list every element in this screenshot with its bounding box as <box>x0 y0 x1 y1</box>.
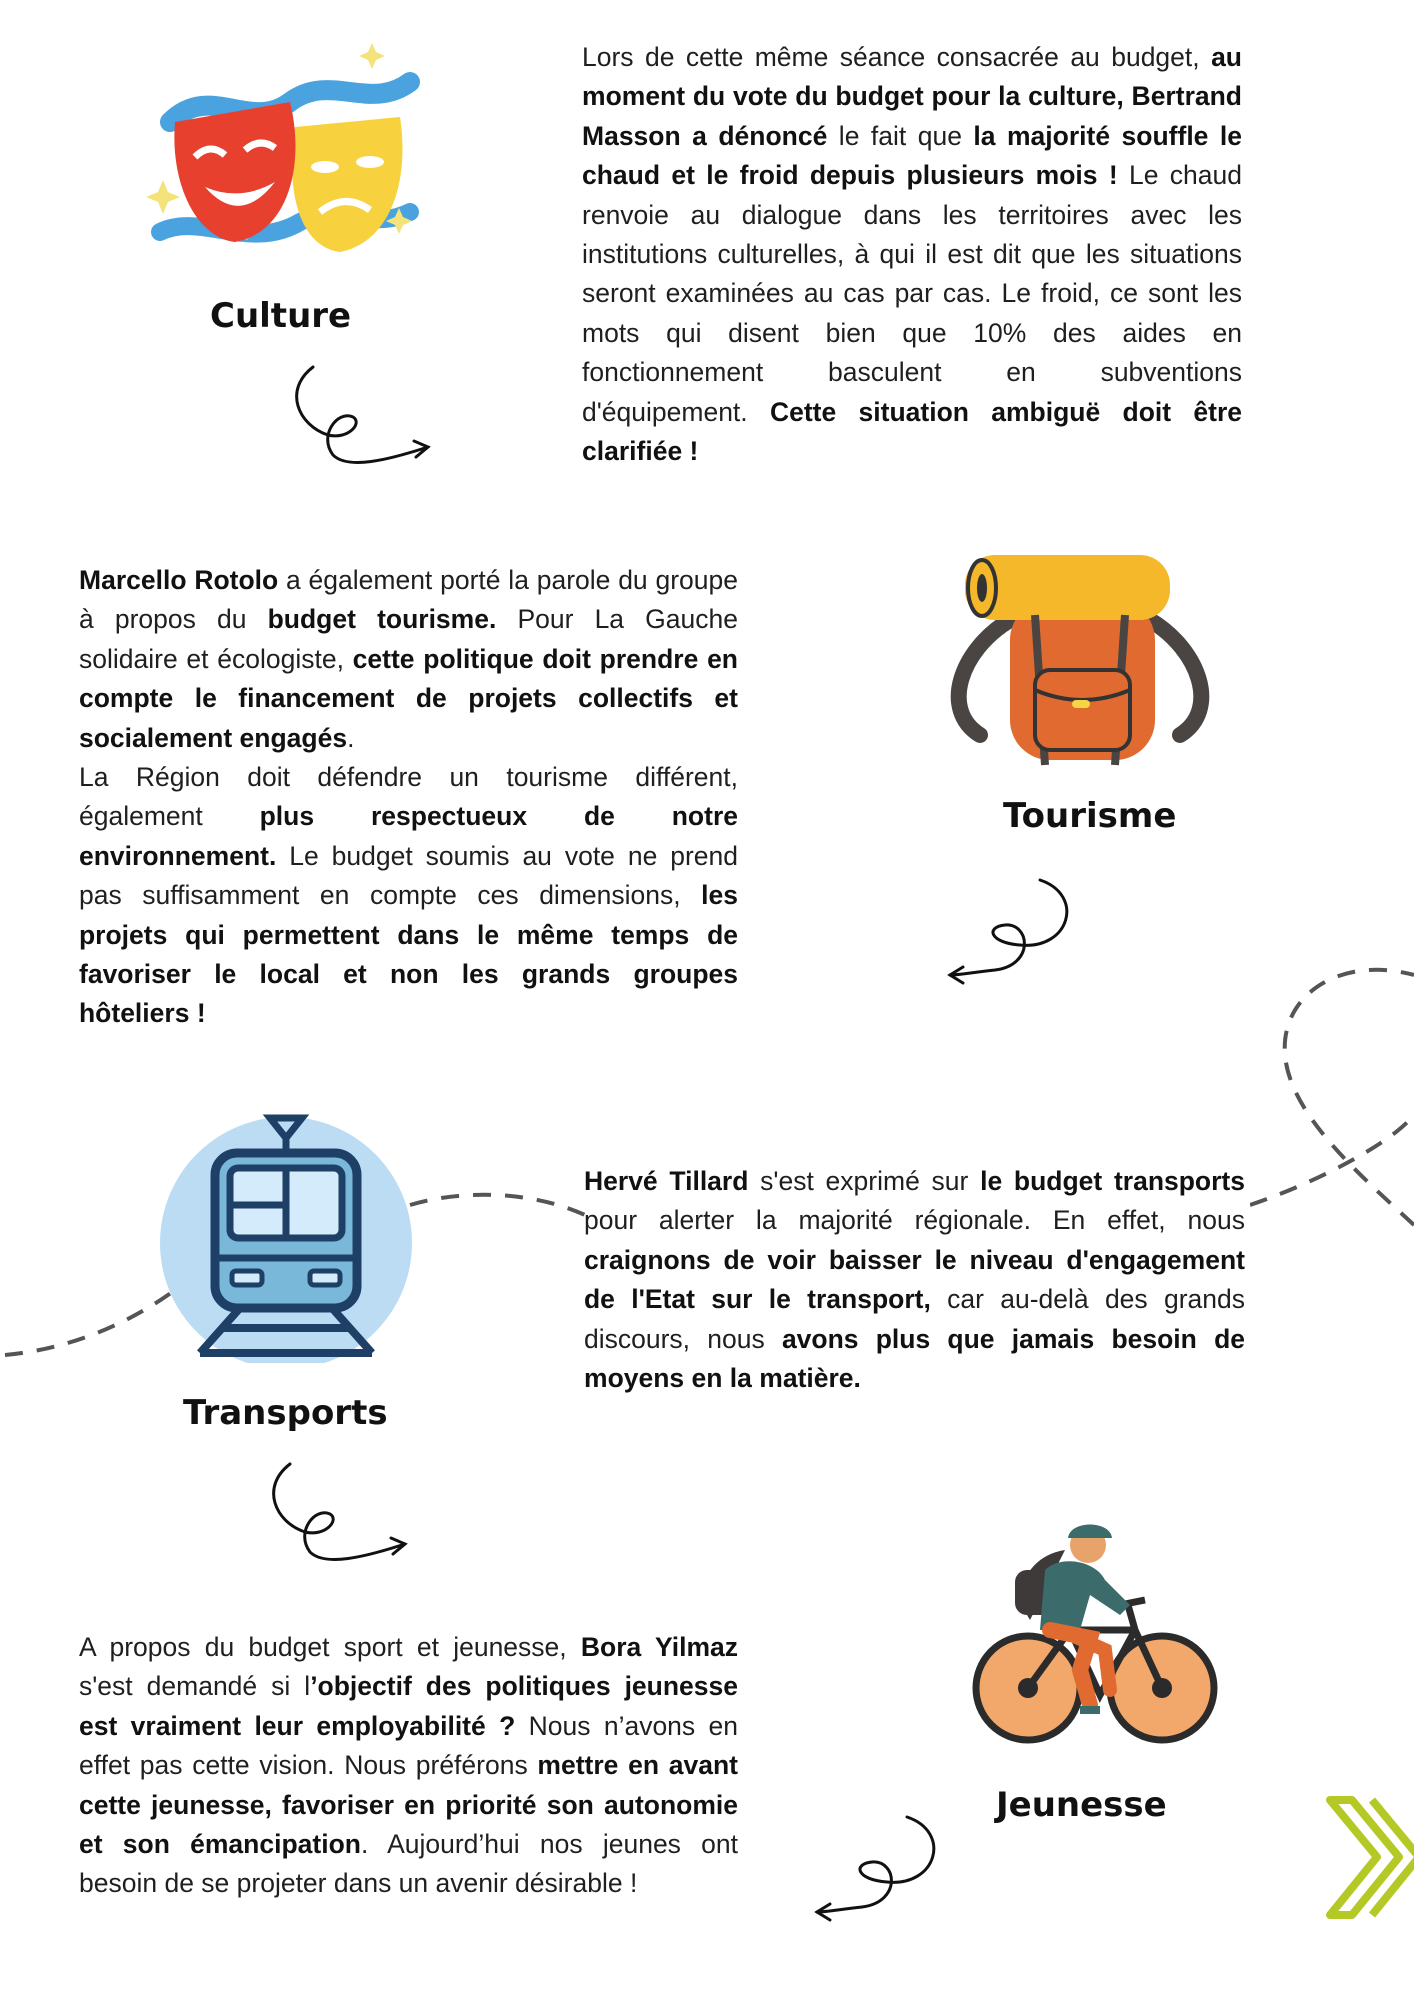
text-segment: Cette situation ambiguë doit être clarifiée ! <box>582 396 1243 467</box>
text-segment: les projets qui permettent dans le même temps de favoriser le local et non les grands groupes hôteliers ! <box>79 880 738 1029</box>
text-segment: plus respectueux de notre environnement. <box>79 801 738 871</box>
text-segment: Le chaud renvoie au dialogue dans les territoires avec les institutions culturelles, à qui il est dit que les situations seront examinées au cas par cas. Le froid, ce sont les mots qui disent bien que 10% des aides en fonctionnement basculent en subventions d'équipement. <box>582 160 1242 427</box>
train-icon <box>160 1113 412 1363</box>
text-segment: ’objectif des politiques jeunesse est vraiment leur employabilité ? <box>79 1671 738 1741</box>
text-segment: s'est exprimé sur <box>748 1166 981 1196</box>
backpack-icon <box>940 550 1220 770</box>
theater-masks-icon <box>140 42 440 277</box>
text-segment: le budget transports <box>980 1166 1245 1196</box>
text-segment: Pour La Gauche solidaire et écologiste, <box>79 604 738 674</box>
jeunesse-paragraph <box>79 1628 738 1904</box>
swirl-arrow-icon <box>288 365 438 475</box>
chevron-right-icon <box>1322 1795 1414 1920</box>
text-segment: La Région doit défendre un tourisme différent, également <box>79 762 738 832</box>
text-segment: budget tourisme. <box>267 604 497 635</box>
text-segment: Le budget soumis au vote ne prend pas suffisamment en compte ces dimensions, <box>79 840 738 911</box>
text-segment: le fait que <box>827 120 974 151</box>
swirl-arrow-icon-3 <box>265 1462 415 1572</box>
jeunesse-label: Jeunesse <box>996 1785 1167 1825</box>
culture-label: Culture <box>210 296 352 336</box>
text-segment: au moment du vote du budget pour la culture, Bertrand Masson a dénoncé <box>582 42 1242 151</box>
text-segment: car au-delà des grands discours, nous <box>584 1284 1245 1354</box>
text-segment: . <box>347 722 355 753</box>
text-segment: mettre en avant cette jeunesse, favoriser en priorité son autonomie et son émancipation <box>79 1750 738 1860</box>
text-segment: Marcello Rotolo <box>79 565 279 595</box>
text-segment: la majorité souffle le chaud et le froid depuis plusieurs mois ! <box>582 120 1243 191</box>
transports-label: Transports <box>183 1393 388 1433</box>
dashed-path-right <box>1250 955 1414 1245</box>
text-segment: cette politique doit prendre en compte le financement de projets collectifs et socialement engagés <box>79 643 738 753</box>
swirl-arrow-icon-2 <box>945 875 1080 1000</box>
text-segment: a également porté la parole du groupe à propos du <box>79 565 738 635</box>
text-segment: craignons de voir baisser le niveau d'engagement de l'Etat sur le transport, <box>584 1244 1245 1315</box>
text-segment: Hervé Tillard <box>584 1166 749 1196</box>
culture-paragraph <box>582 38 1242 471</box>
text-segment: Bora Yilmaz <box>580 1632 738 1662</box>
swirl-arrow-icon-4 <box>812 1812 947 1937</box>
transports-paragraph <box>584 1162 1245 1398</box>
tourisme-label: Tourisme <box>1003 796 1177 836</box>
text-segment: pour alerter la majorité régionale. En effet, nous <box>584 1205 1245 1236</box>
text-segment: avons plus que jamais besoin de moyens en la matière. <box>584 1323 1245 1394</box>
text-segment: A propos du budget sport et jeunesse, <box>79 1632 581 1662</box>
text-segment: s'est demandé si l <box>79 1671 311 1702</box>
text-segment: . Aujourd’hui nos jeunes ont besoin de se projeter dans un avenir désirable ! <box>79 1829 738 1899</box>
cyclist-icon <box>970 1520 1220 1750</box>
text-segment: Nous n’avons en effet pas cette vision. Nous préférons <box>79 1710 738 1781</box>
text-segment: Lors de cette même séance consacrée au budget, <box>582 42 1212 72</box>
tourisme-paragraph <box>79 561 738 1034</box>
